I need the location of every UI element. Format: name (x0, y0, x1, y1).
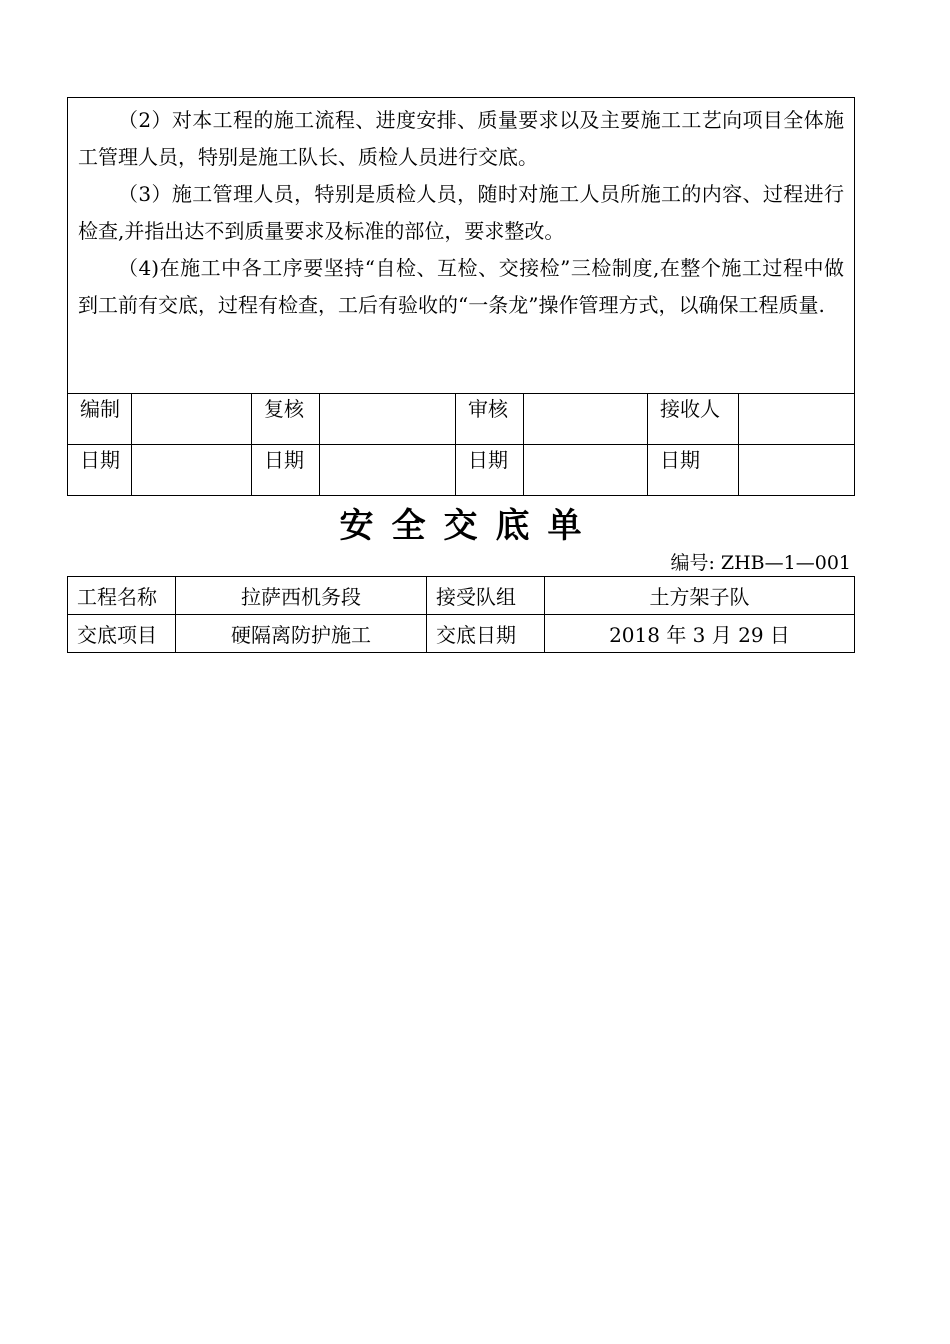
form-number: 编号: ZHB—1—001 (670, 552, 851, 574)
receiver-date-label: 日期 (648, 445, 739, 496)
compiler-field[interactable] (132, 394, 252, 445)
document-sheet (67, 97, 854, 653)
signature-row-dates (68, 445, 855, 496)
form-title: 安全交底单 (339, 506, 600, 546)
reviewer-field[interactable] (320, 394, 456, 445)
auditor-date-label: 日期 (456, 445, 524, 496)
disclosure-content-cell (68, 98, 855, 394)
content-paragraph-2: （2）对本工程的施工流程、进度安排、质量要求以及主要施工工艺向项目全体施工管理人员，特别是施工队长、质检人员进行交底。 (78, 108, 844, 169)
auditor-date-field[interactable] (524, 445, 648, 496)
disclosure-date-value: 2018 年 3 月 29 日 (545, 615, 855, 653)
team-value: 土方架子队 (545, 577, 855, 615)
compiler-label: 编制 (68, 394, 132, 445)
project-info-row-1 (68, 577, 855, 615)
disclosure-item-label: 交底项目 (68, 615, 176, 653)
compiler-date-label: 日期 (68, 445, 132, 496)
project-name-label: 工程名称 (68, 577, 176, 615)
project-info-table (67, 576, 855, 653)
disclosure-content-table (67, 97, 855, 394)
signature-table (67, 393, 855, 496)
team-label: 接受队组 (427, 577, 545, 615)
auditor-label: 审核 (456, 394, 524, 445)
receiver-label: 接收人 (648, 394, 739, 445)
receiver-field[interactable] (739, 394, 855, 445)
project-name-value: 拉萨西机务段 (176, 577, 427, 615)
compiler-date-field[interactable] (132, 445, 252, 496)
receiver-date-field[interactable] (739, 445, 855, 496)
reviewer-date-field[interactable] (320, 445, 456, 496)
project-info-row-2 (68, 615, 855, 653)
reviewer-date-label: 日期 (252, 445, 320, 496)
content-paragraph-4: （4)在施工中各工序要坚持“自检、互检、交接检”三检制度,在整个施工过程中做到工前有交底，过程有检查，工后有验收的“一条龙”操作管理方式，以确保工程质量. (78, 256, 844, 317)
reviewer-label: 复核 (252, 394, 320, 445)
disclosure-date-label: 交底日期 (427, 615, 545, 653)
auditor-field[interactable] (524, 394, 648, 445)
disclosure-item-value: 硬隔离防护施工 (176, 615, 427, 653)
signature-row-signers (68, 394, 855, 445)
content-paragraph-3: （3）施工管理人员，特别是质检人员，随时对施工人员所施工的内容、过程进行检查,并指出达不到质量要求及标准的部位，要求整改。 (78, 182, 844, 243)
